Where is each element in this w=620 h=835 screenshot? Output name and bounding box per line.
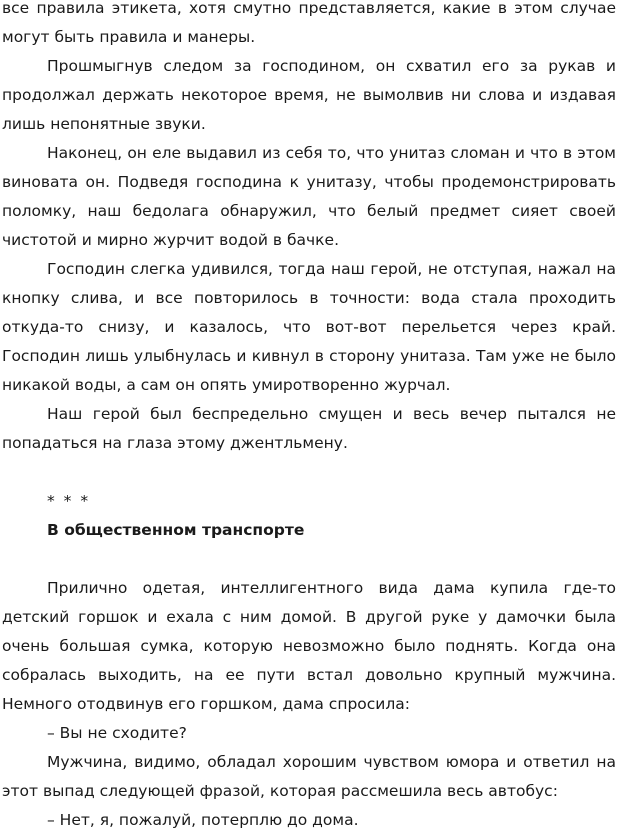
section-title: В общественном транспорте bbox=[47, 521, 305, 539]
paragraph: Наш герой был беспредельно смущен и весь вечер пытался не попадаться на глаза этому джентльмену. bbox=[2, 405, 616, 452]
paragraph: Господин слегка удивился, тогда наш герой, не отступая, нажал на кнопку слива, и все повторилось в точности: вода стала проходить откуда-то снизу, и казалось, что вот-вот перельется через край. Господин лишь улыбнулась и кивнул в сторону унитаза. Там уже не было никакой воды, а сам он опять умиротворенно журчал. bbox=[2, 260, 616, 394]
paragraph: Мужчина, видимо, обладал хорошим чувством юмора и ответил на этот выпад следующей фразой, которая рассмешила весь автобус: bbox=[2, 753, 616, 800]
paragraph: Прилично одетая, интеллигентного вида дама купила где-то детский горшок и ехала с ним домой. В другой руке у дамочки была очень большая сумка, которую невозможно было поднять. Когда она собралась выходить, на ее пути встал довольно крупный мужчина. Немного отодвинув его горшком, дама спросила: bbox=[2, 579, 616, 713]
spacer bbox=[2, 545, 620, 574]
dialogue-line: – Вы не сходите? bbox=[47, 724, 187, 742]
section-separator: * * * bbox=[47, 492, 91, 510]
paragraph: Прошмыгнув следом за господином, он схватил его за рукав и продолжал держать некоторое время, не вымолвив ни слова и издавая лишь непонятные звуки. bbox=[2, 57, 616, 133]
paragraph: Наконец, он еле выдавил из себя то, что унитаз сломан и что в этом виновата он. Подведя господина к унитазу, чтобы продемонстрировать поломку, наш бедолага обнаружил, что белый предмет сияет своей чистотой и мирно журчит водой в бачке. bbox=[2, 144, 616, 249]
paragraph-continuation: все правила этикета, хотя смутно представляется, какие в этом случае могут быть правила и манеры. bbox=[2, 0, 616, 46]
dialogue-line: – Нет, я, пожалуй, потерплю до дома. bbox=[47, 811, 359, 829]
